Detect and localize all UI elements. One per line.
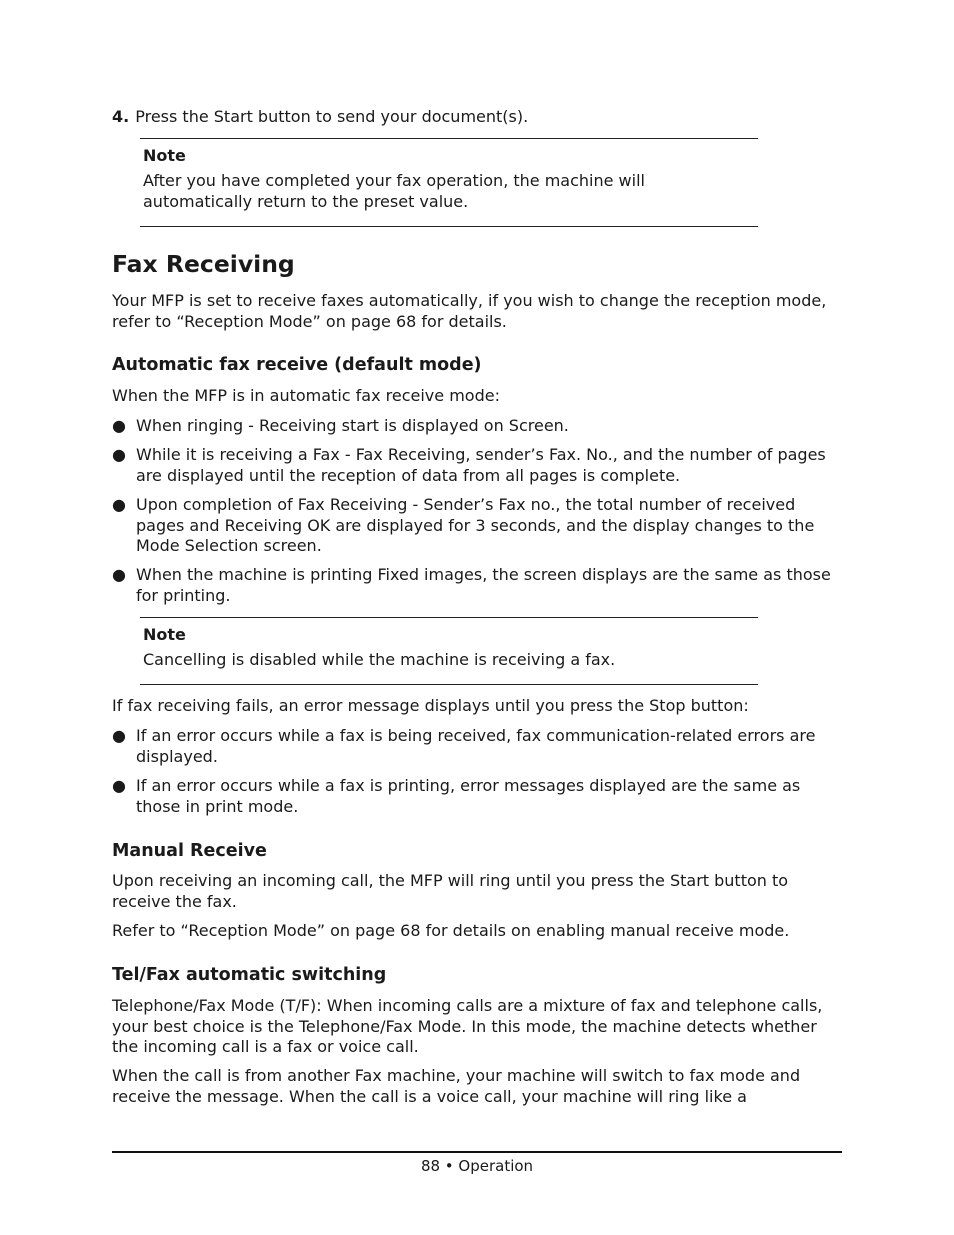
step-4	[112, 107, 528, 127]
list-item-text: While it is receiving a Fax - Fax Receiving, sender’s Fax. No., and the number of pages are displayed until the reception of data from all pages is complete.	[136, 445, 826, 485]
note-body: Cancelling is disabled while the machine is receiving a fax.	[143, 650, 616, 669]
subheading-automatic: Automatic fax receive (default mode)	[112, 355, 482, 375]
subheading-manual: Manual Receive	[112, 841, 267, 861]
note-body: After you have completed your fax operation, the machine will automatically return to the preset value.	[143, 171, 645, 211]
bullet-icon: ●	[112, 776, 126, 795]
note-title: Note	[143, 625, 186, 644]
section-title: Fax Receiving	[112, 250, 295, 278]
step-text: Press the Start button to send your document(s).	[135, 107, 529, 126]
note-top-rule	[140, 617, 758, 618]
manual-paragraph: Upon receiving an incoming call, the MFP will ring until you press the Start button to receive the fax.	[112, 871, 789, 911]
list-item-text: When the machine is printing Fixed images, the screen displays are the same as those for printing.	[136, 565, 831, 605]
list-item-text: If an error occurs while a fax is printing, error messages displayed are the same as those in print mode.	[136, 776, 801, 816]
subheading-telfax: Tel/Fax automatic switching	[112, 965, 387, 985]
bullet-icon: ●	[112, 416, 126, 435]
note-bottom-rule	[140, 684, 758, 685]
failure-lead: If fax receiving fails, an error message displays until you press the Stop button:	[112, 696, 749, 715]
section-intro: Your MFP is set to receive faxes automatically, if you wish to change the reception mode, refer to “Reception Mode” on page 68 for details.	[112, 291, 827, 331]
telfax-paragraph: Telephone/Fax Mode (T/F): When incoming calls are a mixture of fax and telephone calls, your best choice is the Telephone/Fax Mode. In this mode, the machine detects whether the incoming call is a fax or voice call.	[112, 996, 823, 1056]
note-bottom-rule	[140, 226, 758, 227]
note-title: Note	[143, 146, 186, 165]
list-item-text: When ringing - Receiving start is displayed on Screen.	[136, 416, 569, 435]
bullet-icon: ●	[112, 445, 126, 464]
footer-rule	[112, 1151, 842, 1153]
bullet-icon: ●	[112, 726, 126, 745]
page-footer: 88 • Operation	[420, 1157, 534, 1175]
step-number: 4.	[112, 107, 130, 126]
bullet-icon: ●	[112, 495, 126, 514]
list-item-text: If an error occurs while a fax is being received, fax communication-related errors are displayed.	[136, 726, 816, 766]
list-item-text: Upon completion of Fax Receiving - Sender’s Fax no., the total number of received pages and Receiving OK are displayed for 3 seconds, and the display changes to the Mode Selection screen.	[136, 495, 815, 555]
automatic-lead: When the MFP is in automatic fax receive mode:	[112, 386, 500, 405]
bullet-icon: ●	[112, 565, 126, 584]
note-top-rule	[140, 138, 758, 139]
manual-paragraph: Refer to “Reception Mode” on page 68 for details on enabling manual receive mode.	[112, 921, 790, 940]
telfax-paragraph: When the call is from another Fax machine, your machine will switch to fax mode and receive the message. When the call is a voice call, your machine will ring like a	[112, 1066, 801, 1106]
